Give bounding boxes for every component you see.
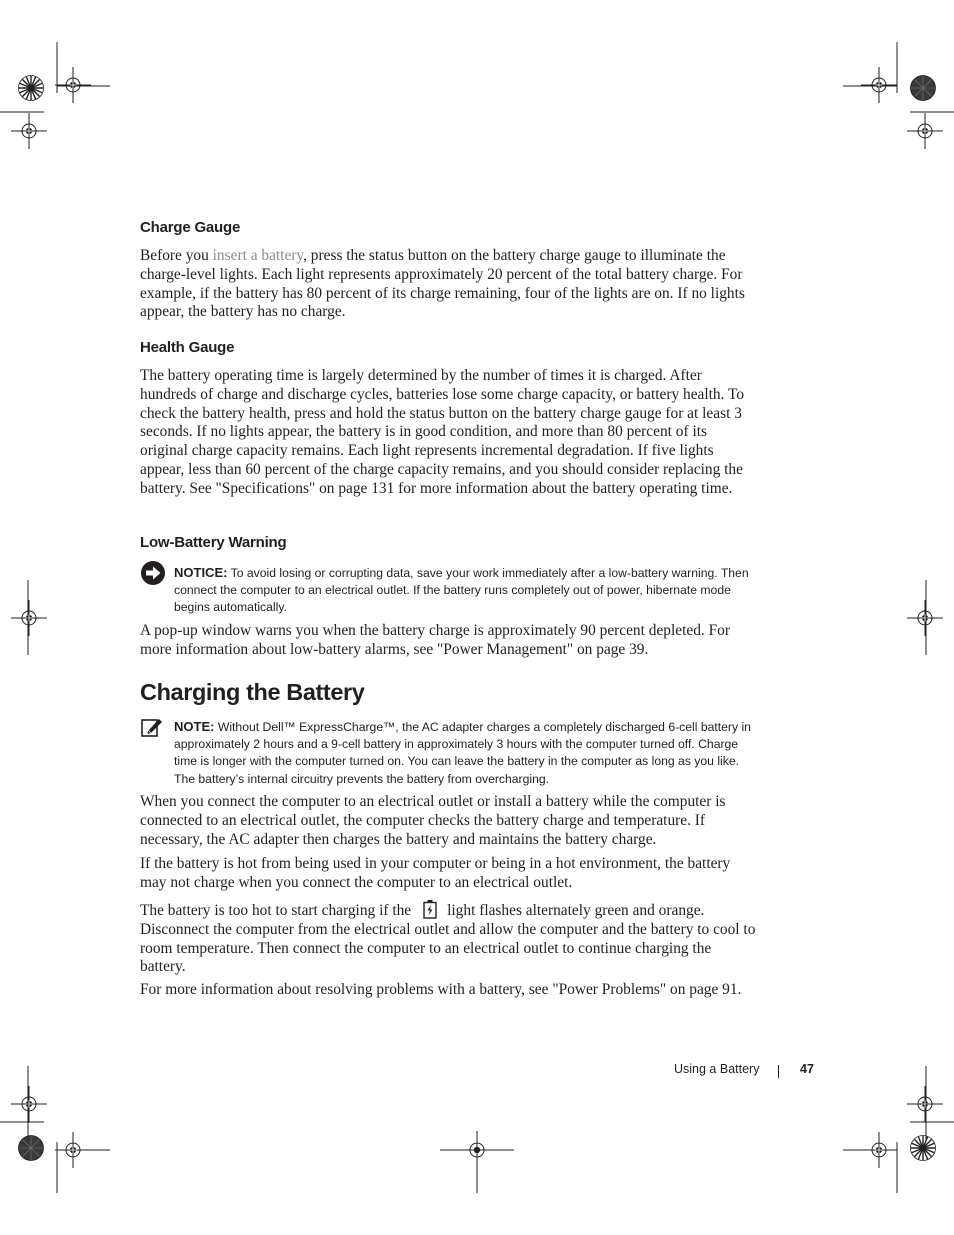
footer-divider [778, 1065, 779, 1078]
charge-gauge-text-start: Before you [140, 247, 213, 264]
section-heading-health-gauge: Health Gauge [140, 339, 235, 356]
notice-text [174, 564, 758, 617]
charging-paragraph-2: If the battery is hot from being used in your computer or being in a hot environment, the battery may not charge when you connect the computer to an electrical outlet. [140, 855, 731, 891]
page-number: 47 [800, 1062, 814, 1076]
notice-body: To avoid losing or corrupting data, save your work immediately after a low-battery warning. Then connect the computer to an electrical outlet. If the battery runs completely out of power, hibernate mode begins automatically. [174, 566, 749, 615]
section-heading-charge-gauge: Charge Gauge [140, 219, 241, 236]
charging-p3-text-start: The battery is too hot to start charging if the [140, 902, 412, 919]
notice-label: NOTICE: [174, 565, 228, 580]
note-text [174, 718, 758, 788]
note-body: Without Dell™ ExpressCharge™, the AC adapter charges a completely discharged 6-cell battery in approximately 2 hours and a 9-cell battery in approximately 3 hours with the computer turned off. Charge time is longer with the computer turned on. You can leave the battery in the computer as long as you like. The battery’s internal circuitry prevents the battery from overcharging. [174, 720, 751, 786]
charging-p3-text-end: light flashes alternately green and orange. Disconnect the computer from the electrical outlet and allow the computer and the battery to cool to room temperature. Then connect the computer to an electrical outlet to continue charging the battery. [140, 902, 756, 976]
section-heading-low-battery-warning: Low-Battery Warning [140, 534, 287, 551]
insert-battery-link[interactable]: insert a battery [212, 247, 304, 264]
notice-arrow-icon [140, 560, 166, 586]
note-pencil-icon [141, 716, 163, 738]
charge-gauge-paragraph [140, 247, 758, 322]
page-footer [674, 1062, 814, 1076]
low-battery-paragraph: A pop-up window warns you when the battery charge is approximately 90 percent depleted. For more information about low-battery alarms, see "Power Management" on page 39. [140, 622, 730, 658]
footer-section-title: Using a Battery [674, 1062, 760, 1076]
page-title-charging-the-battery: Charging the Battery [140, 679, 365, 705]
charge-gauge-text-end: , press the status button on the battery charge gauge to illuminate the charge-level lights. Each light represents approximately 20 percent of the total battery charge. For example, if the battery has 80 percent of its charge remaining, four of the lights are on. If no lights appear, the battery has no charge. [140, 247, 745, 321]
charging-paragraph-3 [140, 899, 758, 977]
health-gauge-paragraph: The battery operating time is largely determined by the number of times it is charged. After hundreds of charge and discharge cycles, batteries lose some charge capacity, or battery health. To check the battery health, press and hold the status button on the battery charge gauge for at least 3 seconds. If no lights appear, the battery is in good condition, and more than 80 percent of its original charge capacity remains. Each light represents incremental degradation. If five lights appear, less than 60 percent of the charge capacity remains, and you should consider replacing the battery. See "Specifications" on page 131 for more information about the battery operating time. [140, 367, 745, 497]
charging-paragraph-4: For more information about resolving problems with a battery, see "Power Problems" on page 91. [140, 981, 742, 998]
battery-charging-icon [421, 899, 439, 919]
note-label: NOTE: [174, 719, 215, 734]
charging-paragraph-1: When you connect the computer to an electrical outlet or install a battery while the computer is connected to an electrical outlet, the computer checks the battery charge and temperature. If necessary, the AC adapter then charges the battery and maintains the battery charge. [140, 793, 726, 848]
